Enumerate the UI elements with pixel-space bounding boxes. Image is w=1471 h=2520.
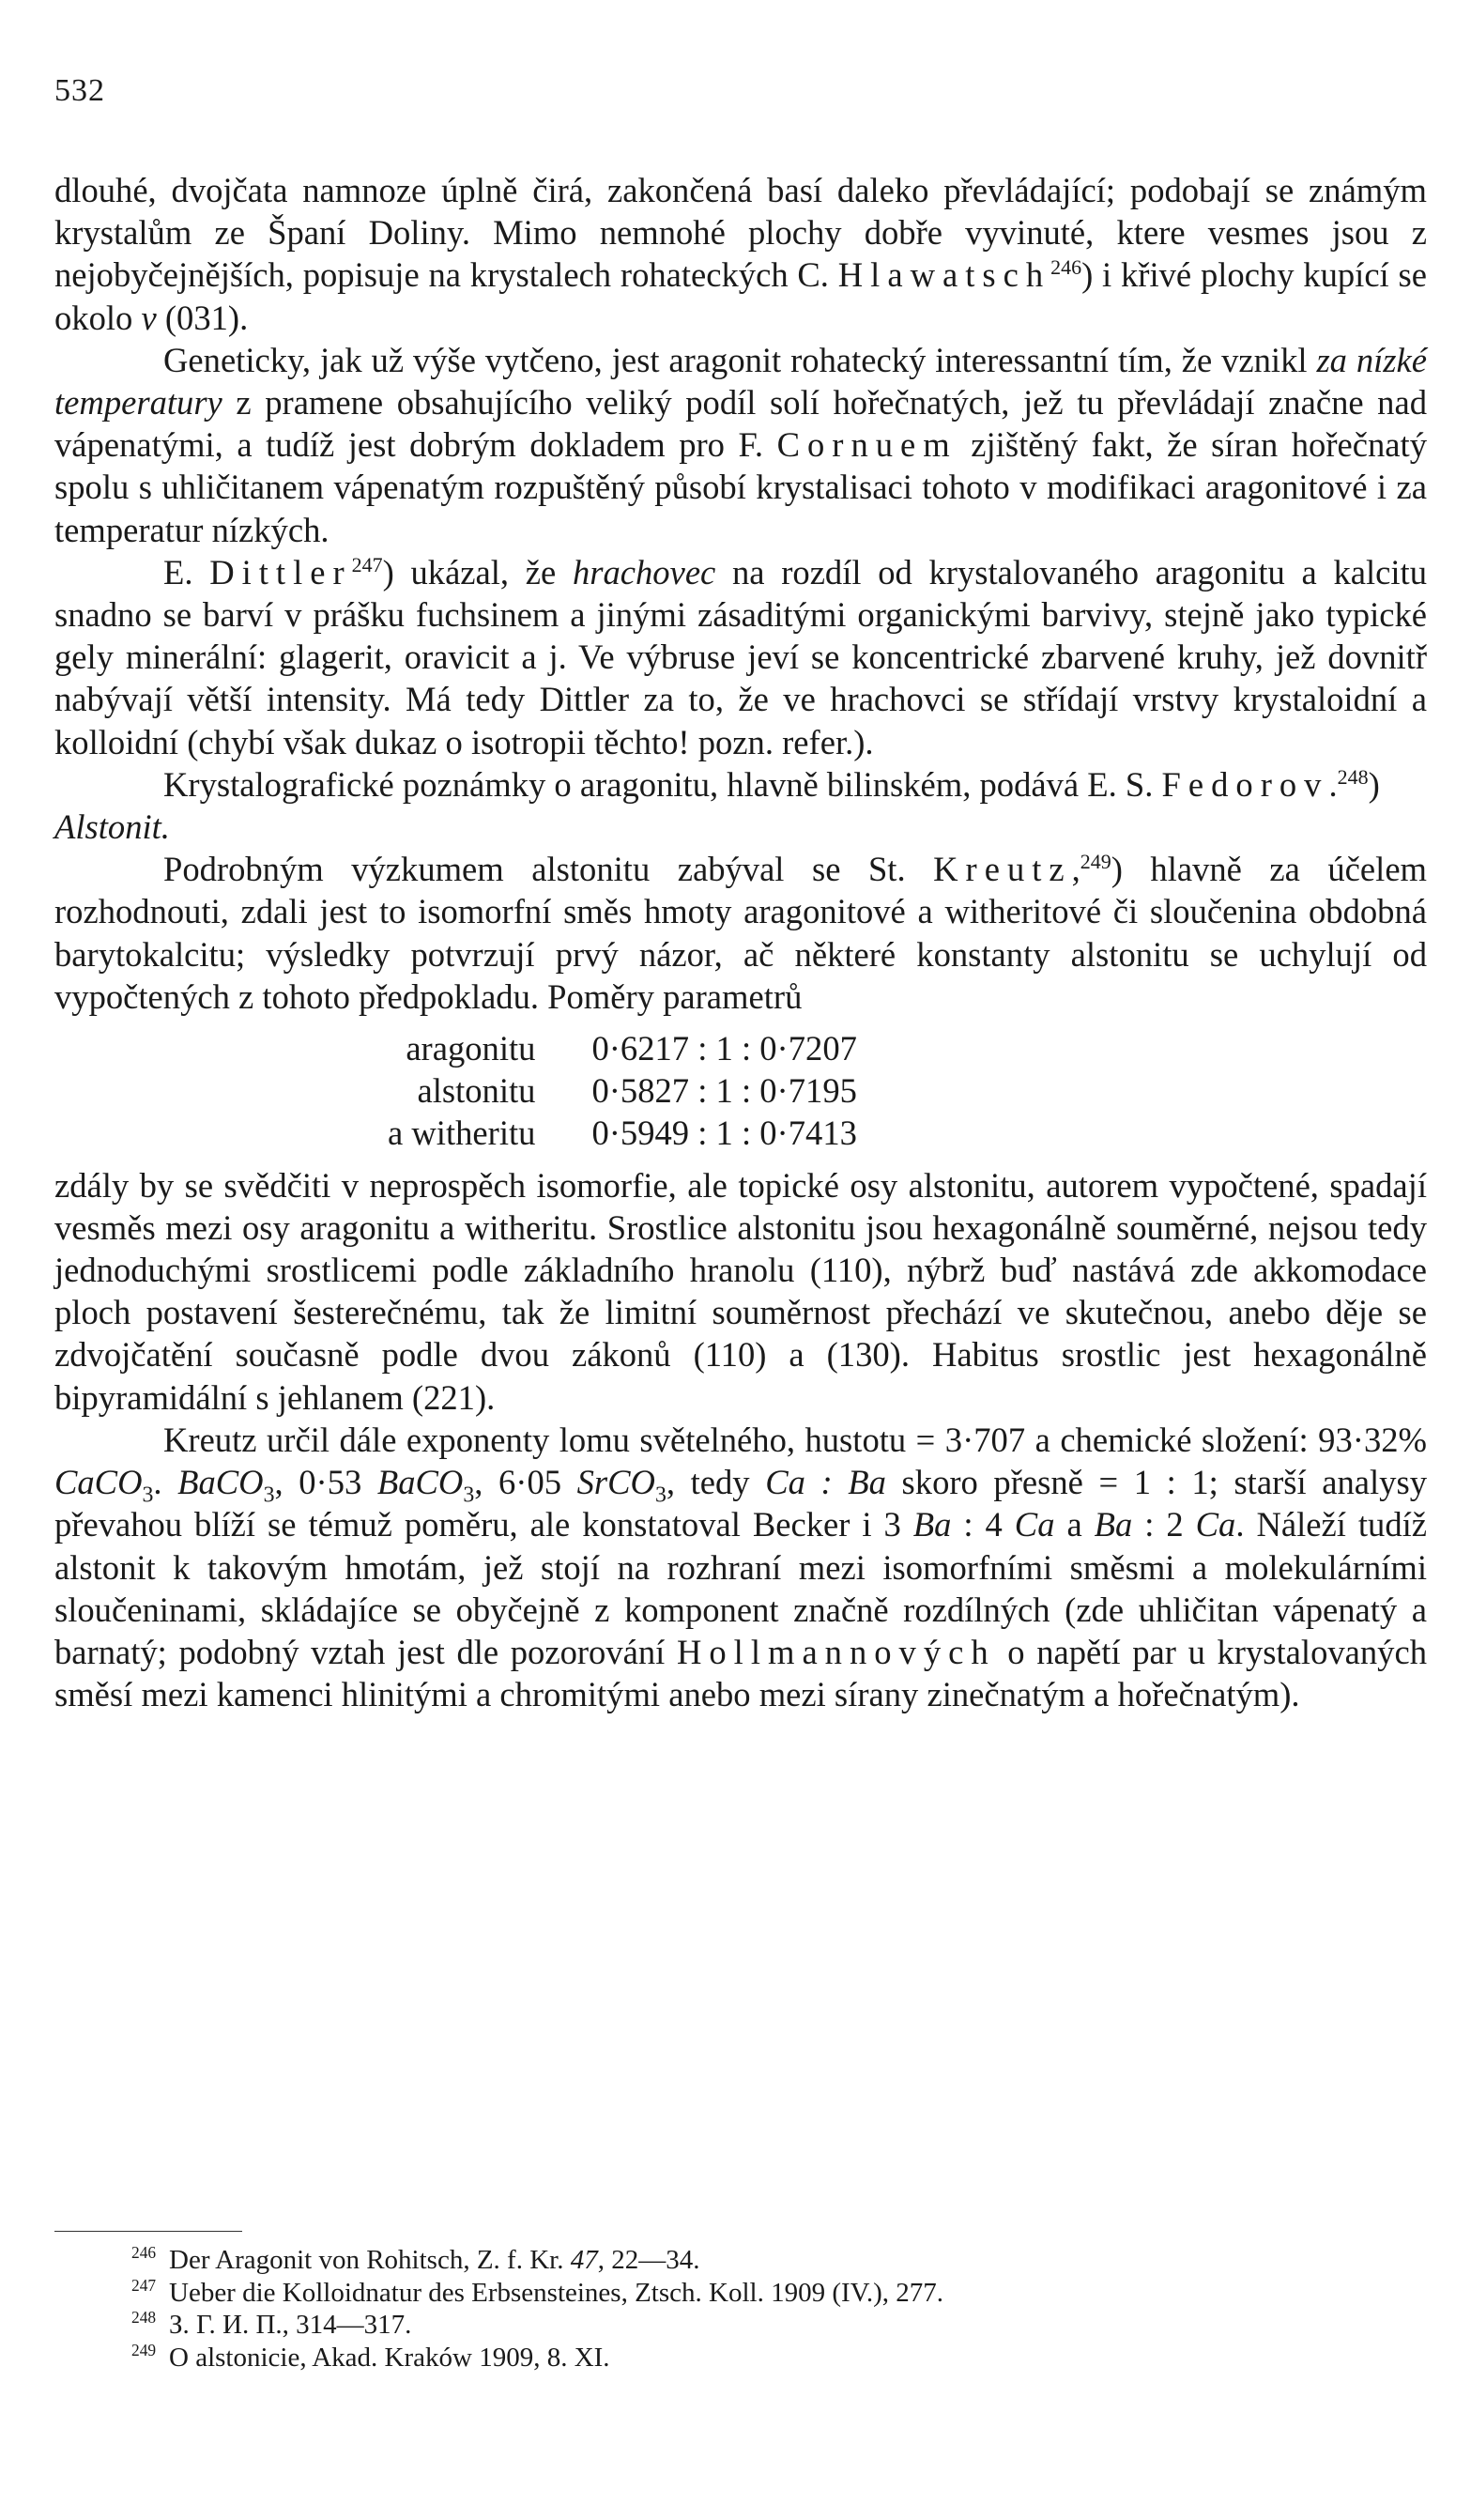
main-text xyxy=(54,169,1427,1715)
ratio-value: 0·5827 : 1 : 0·7195 xyxy=(591,1071,857,1111)
formula: Ca xyxy=(1014,1505,1055,1544)
text: : 2 xyxy=(1132,1505,1196,1544)
text: zjištěný fakt, že síran hořečnatý spolu s uhličitanem vápenatým rozpuštěný působí krystalisaci tohoto v modifikaci aragonitové i za temperatur nízkých. xyxy=(54,425,1427,549)
text: E. xyxy=(163,552,210,592)
footnote-divider xyxy=(54,2231,242,2232)
text: ) xyxy=(1368,764,1380,804)
footnote: $^{248}$ З. Г. И. П., 314—317. xyxy=(131,2308,412,2340)
subscript: 3 xyxy=(654,1483,667,1508)
paragraph-7 xyxy=(54,1419,1427,1715)
footnote-ref: 248 xyxy=(1337,764,1369,789)
italic-term: hrachovec xyxy=(572,552,716,592)
text: , 0·53 xyxy=(274,1463,377,1502)
text: , tedy xyxy=(666,1463,766,1502)
paragraph-5 xyxy=(54,848,1427,1018)
text: : 4 xyxy=(951,1505,1015,1544)
author-name: Fedorov xyxy=(1161,764,1329,804)
author-name: Dittler xyxy=(209,552,352,592)
parameter-ratios-table xyxy=(388,1027,857,1155)
text: ) ukázal, že xyxy=(382,552,573,592)
footnote-ref: 247 xyxy=(351,552,383,576)
footnote: $^{249}$ O alstonicie, Akad. Kraków 1909, 8. XI. xyxy=(131,2340,610,2373)
formula: Ca : Ba xyxy=(765,1463,886,1502)
section-title: Alstonit. xyxy=(54,807,170,847)
text: . xyxy=(1328,764,1338,804)
text: z pramene obsahujícího veliký podíl solí hořečnatých, jež tu převládají značne nad vápenatými, a tudíž jest dobrým dokladem pro F. xyxy=(54,383,1427,465)
footnote-text: З. Г. И. П., 314—317. xyxy=(169,2310,412,2340)
mineral-label: a witheritu xyxy=(388,1114,536,1153)
formula: Ca xyxy=(1195,1505,1236,1544)
footnote-text: , 22—34. xyxy=(597,2245,700,2275)
formula: Ba xyxy=(912,1505,952,1544)
italic-symbol: v xyxy=(141,298,157,337)
author-name: Hollmannových xyxy=(676,1632,996,1671)
paragraph-1 xyxy=(54,169,1427,339)
paragraph-4 xyxy=(54,763,1427,806)
mineral-label: aragonitu xyxy=(406,1029,536,1068)
formula: BaCO xyxy=(376,1463,464,1502)
italic-phrase: za nízké temperatury xyxy=(54,340,1428,423)
text: skoro přesně = 1 : 1; starší analysy převahou blíží se témuž poměru, ale konstatoval Becker i 3 xyxy=(54,1463,1427,1544)
subscript: 3 xyxy=(463,1483,475,1508)
footnote-ref: 249 xyxy=(1080,850,1111,874)
page-number: 532 xyxy=(54,73,105,108)
paragraph-6: zdály by se svědčiti v neprospěch isomorfie, ale topické osy alstonitu, autorem vypočtené, spadají vesměs mezi osy aragonitu a witheritu. Srostlice alstonitu jsou hexagonálně souměrné, nejsou tedy jednoduchými srostlicemi podle základního hranolu (110), nýbrž buď nastává zde akkomodace ploch postavení šesterečnému, tak že limitní souměrnost přechází ve skutečnou, anebo děje se zdvojčatění současně podle dvou zákonů (110) a (130). Habitus srostlic jest hexagonálně bipyramidální s jehlanem (221). xyxy=(54,1165,1427,1417)
author-name: Kreutz xyxy=(933,850,1072,889)
paragraph-2 xyxy=(54,339,1427,551)
paragraph-3 xyxy=(54,551,1427,763)
text: dlouhé, dvojčata namnoze úplně čirá, zakončená basí daleko převládající; podobají se známým krystalům ze Španí Doliny. Mimo nemnohé plochy dobře vyvinuté, ktere vesmes jsou z nejobyčejnějších, popisuje na krystalech rohateckých C. xyxy=(54,171,1427,295)
footnote-volume: 47 xyxy=(570,2245,598,2275)
text: Krystalografické poznámky o aragonitu, hlavně bilinském, podává E. S. xyxy=(163,764,1162,804)
text: ) hlavně za účelem rozhodnouti, zdali jest to isomorfní směs hmoty aragonitové a witheritové či sloučenina obdobná barytokalcitu; výsledky potvrzují prvý názor, ač některé konstanty alstonitu se uchylují od vypočtených z tohoto předpokladu. Poměry parametrů xyxy=(54,850,1428,1016)
formula: SrCO xyxy=(576,1463,655,1502)
author-name: Hlawatsch xyxy=(837,255,1051,295)
table-row xyxy=(388,1069,857,1112)
formula: BaCO xyxy=(177,1463,264,1502)
ratio-value: 0·5949 : 1 : 0·7413 xyxy=(591,1114,857,1153)
formula: CaCO xyxy=(54,1463,143,1502)
subscript: 3 xyxy=(263,1483,275,1508)
text: a xyxy=(1054,1505,1095,1544)
footnote: $^{246}$ Der Aragonit von Rohitsch, Z. f. Kr. 47, 22—34. xyxy=(131,2243,700,2275)
footnote-text: O alstonicie, Akad. Kraków 1909, 8. XI. xyxy=(169,2342,610,2373)
text: , 6·05 xyxy=(474,1463,577,1502)
table-row xyxy=(388,1027,857,1069)
footnotes xyxy=(131,2244,1427,2374)
footnote: $^{247}$ Ueber die Kolloidnatur des Erbsensteines, Ztsch. Koll. 1909 (IV.), 277. xyxy=(131,2275,943,2308)
footnote-text: Der Aragonit von Rohitsch, Z. f. Kr. xyxy=(169,2245,571,2275)
formula: Ba xyxy=(1094,1505,1133,1544)
text: Podrobným výzkumem alstonitu zabýval se St. xyxy=(163,850,934,889)
text: o napětí par u krystalovaných směsí mezi kamenci hlinitými a chromitými anebo mezi sírany zinečnatým a hořečnatým). xyxy=(54,1632,1427,1714)
author-name: Cornuem xyxy=(776,425,958,465)
text: ) i křivé plochy kupící se okolo xyxy=(54,255,1427,337)
text: Geneticky, jak už výše vytčeno, jest aragonit rohatecký interessantní tím, že vznikl xyxy=(163,340,1317,379)
text: (031). xyxy=(156,298,249,337)
footnote-text: Ueber die Kolloidnatur des Erbsensteines, Ztsch. Koll. 1909 (IV.), 277. xyxy=(169,2277,943,2308)
text: , xyxy=(1071,850,1080,889)
text: Kreutz určil dále exponenty lomu světelného, hustotu = 3·707 a chemické složení: 93·32% xyxy=(163,1420,1427,1459)
ratio-value: 0·6217 : 1 : 0·7207 xyxy=(591,1029,857,1068)
footnote-ref: 246 xyxy=(1050,255,1082,280)
table-row xyxy=(388,1112,857,1154)
text: . xyxy=(153,1463,178,1502)
mineral-label: alstonitu xyxy=(417,1071,536,1111)
subscript: 3 xyxy=(142,1483,154,1508)
text: . Náleží tudíž alstonit k takovým hmotám, jež stojí na rozhraní mezi isomorfními směsmi a molekulárními sloučeninami, skládajíce se obyčejně z komponent značně rozdílných (zde uhličitan vápenatý a barnatý; podobný vztah jest dle pozorování xyxy=(54,1505,1428,1671)
text: na rozdíl od krystalovaného aragonitu a kalcitu snadno se barví v prášku fuchsinem a jinými zásaditými organickými barvivy, stejně jako typické gely minerální: glagerit, oravicit a j. Ve výbruse jeví se koncentrické zbarvené kruhy, jež dovnitř nabývají větší intensity. Má tedy Dittler za to, že ve hrachovci se střídají vrstvy krystaloidní a kolloidní (chybí však dukaz o isotropii těchto! pozn. refer.). xyxy=(54,552,1427,761)
